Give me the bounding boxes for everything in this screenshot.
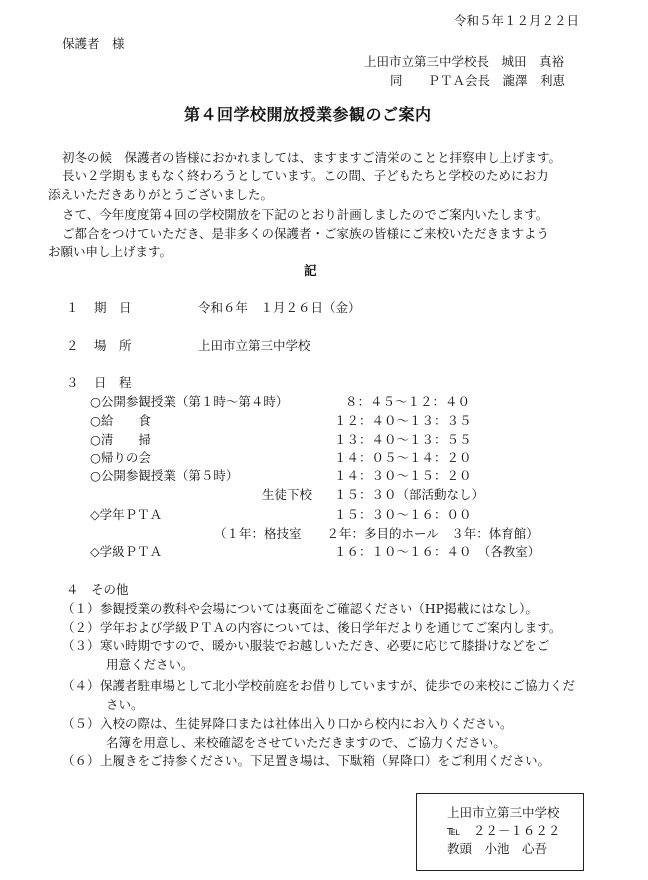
- document-title: 第４回学校開放授業参観のご案内: [184, 105, 432, 124]
- other-item-text: 保護者駐車場として北小学校前庭をお借りしていますが、徒歩での来校にご協力くだ: [100, 678, 576, 693]
- other-item-text: 学年および学級ＰＴＡの内容については、後日学年だよりを通じてご案内します。: [100, 620, 562, 635]
- other-item-number: （２）: [62, 620, 100, 635]
- addressee: 保護者 様: [62, 36, 125, 51]
- schedule-time: １４：３０～１５：２０: [334, 468, 472, 483]
- other-item-continuation: 名簿を用意し、来校確認をさせていただきますので、ご協力ください。: [106, 735, 506, 750]
- section-1-number: １: [66, 300, 79, 315]
- other-item-text: 入校の際は、生徒昇降口または社体出入り口から校内にお入りください。: [100, 716, 513, 731]
- grade-pta-label: ◇学年ＰＴＡ: [90, 507, 163, 522]
- schedule-time: ８：４５～１２：４０: [345, 394, 471, 409]
- other-item-number: （６）: [62, 753, 100, 768]
- section-4-heading: ４ その他: [66, 582, 129, 597]
- schedule-time: １２：４０～１３：３５: [334, 413, 472, 428]
- other-item-text: 参観授業の教科や会場については裏面をご確認ください（HP掲載にはなし）。: [100, 601, 538, 616]
- contact-tel: ℡ ２２－１６２２: [447, 823, 561, 838]
- other-item-number: （４）: [62, 678, 100, 693]
- ki-heading: 記: [304, 263, 317, 278]
- schedule-item: ○公開参観授業（第５時）: [90, 468, 239, 483]
- schedule-time: １３：４０～１３：５５: [334, 432, 472, 447]
- schedule-item: ○清 掃: [90, 432, 151, 447]
- schedule-time: １４：０５～１４：２０: [334, 450, 472, 465]
- grade-pta-time: １５：３０～１６：００: [334, 507, 472, 522]
- intro-line-1: 初冬の候 保護者の皆様におかれましては、ますますご清栄のことと拝察申し上げます。: [62, 150, 562, 165]
- sender-pta: 同 ＰＴＡ会長 瀧澤 利恵: [390, 73, 566, 88]
- intro-line-4: さて、今年度度第４回の学校開放を下記のとおり計画しましたのでご案内いたします。: [62, 207, 549, 222]
- intro-line-6: お願い申し上げます。: [48, 244, 173, 259]
- intro-line-3: 添えいただきありがとうございました。: [48, 187, 274, 202]
- schedule-item: ○公開参観授業（第１時～第４時）: [90, 394, 289, 409]
- section-1-date-value: 令和６年 １月２６日（金）: [198, 300, 361, 315]
- section-2-number: ２: [66, 338, 79, 353]
- section-2-label: 場 所: [94, 338, 132, 353]
- contact-school: 上田市立第三中学校: [447, 805, 560, 820]
- other-item-number: （１）: [62, 601, 100, 616]
- other-item-text: 寒い時期ですので、暖かい服装でお越しいただき、必要に応じて膝掛けなどをご: [100, 638, 550, 653]
- other-item-number: （５）: [62, 716, 100, 731]
- other-item-number: （３）: [62, 638, 100, 653]
- section-3-label: 日 程: [94, 375, 132, 390]
- grade-pta-rooms: （１年：格技室 ２年：多目的ホール ３年：体育館）: [214, 526, 539, 541]
- sender-principal: 上田市立第三中学校長 城田 真裕: [364, 54, 565, 69]
- other-item-continuation: さい。: [106, 697, 144, 712]
- contact-box: [416, 793, 584, 871]
- section-2-place-value: 上田市立第三中学校: [198, 338, 311, 353]
- dismissal-time: １５：３０（部活動なし）: [334, 487, 485, 502]
- other-item-continuation: 用意ください。: [106, 657, 194, 672]
- intro-line-5: ご都合をつけていただき、是非多くの保護者・ご家族の皆様にご来校いただきますよう: [62, 226, 550, 241]
- other-item-text: 上履きをご持参ください。下足置き場は、下駄箱（昇降口）をご利用ください。: [100, 753, 551, 768]
- dismissal-label: 生徒下校: [262, 487, 313, 502]
- contact-person: 教頭 小池 心吾: [447, 841, 548, 856]
- document-date: 令和５年１２月２２日: [454, 13, 580, 28]
- section-1-label: 期 日: [94, 300, 132, 315]
- schedule-item: ○給 食: [90, 413, 151, 428]
- intro-line-2: 長い２学期もまもなく終わろうとしています。この間、子どもたちと学校のためにお力: [62, 168, 549, 183]
- class-pta-label: ◇学級ＰＴＡ: [90, 544, 163, 559]
- section-3-number: ３: [66, 375, 79, 390]
- class-pta-time: １６：１０～１６：４０ （各教室）: [334, 544, 541, 559]
- schedule-item: ○帰りの会: [90, 450, 151, 465]
